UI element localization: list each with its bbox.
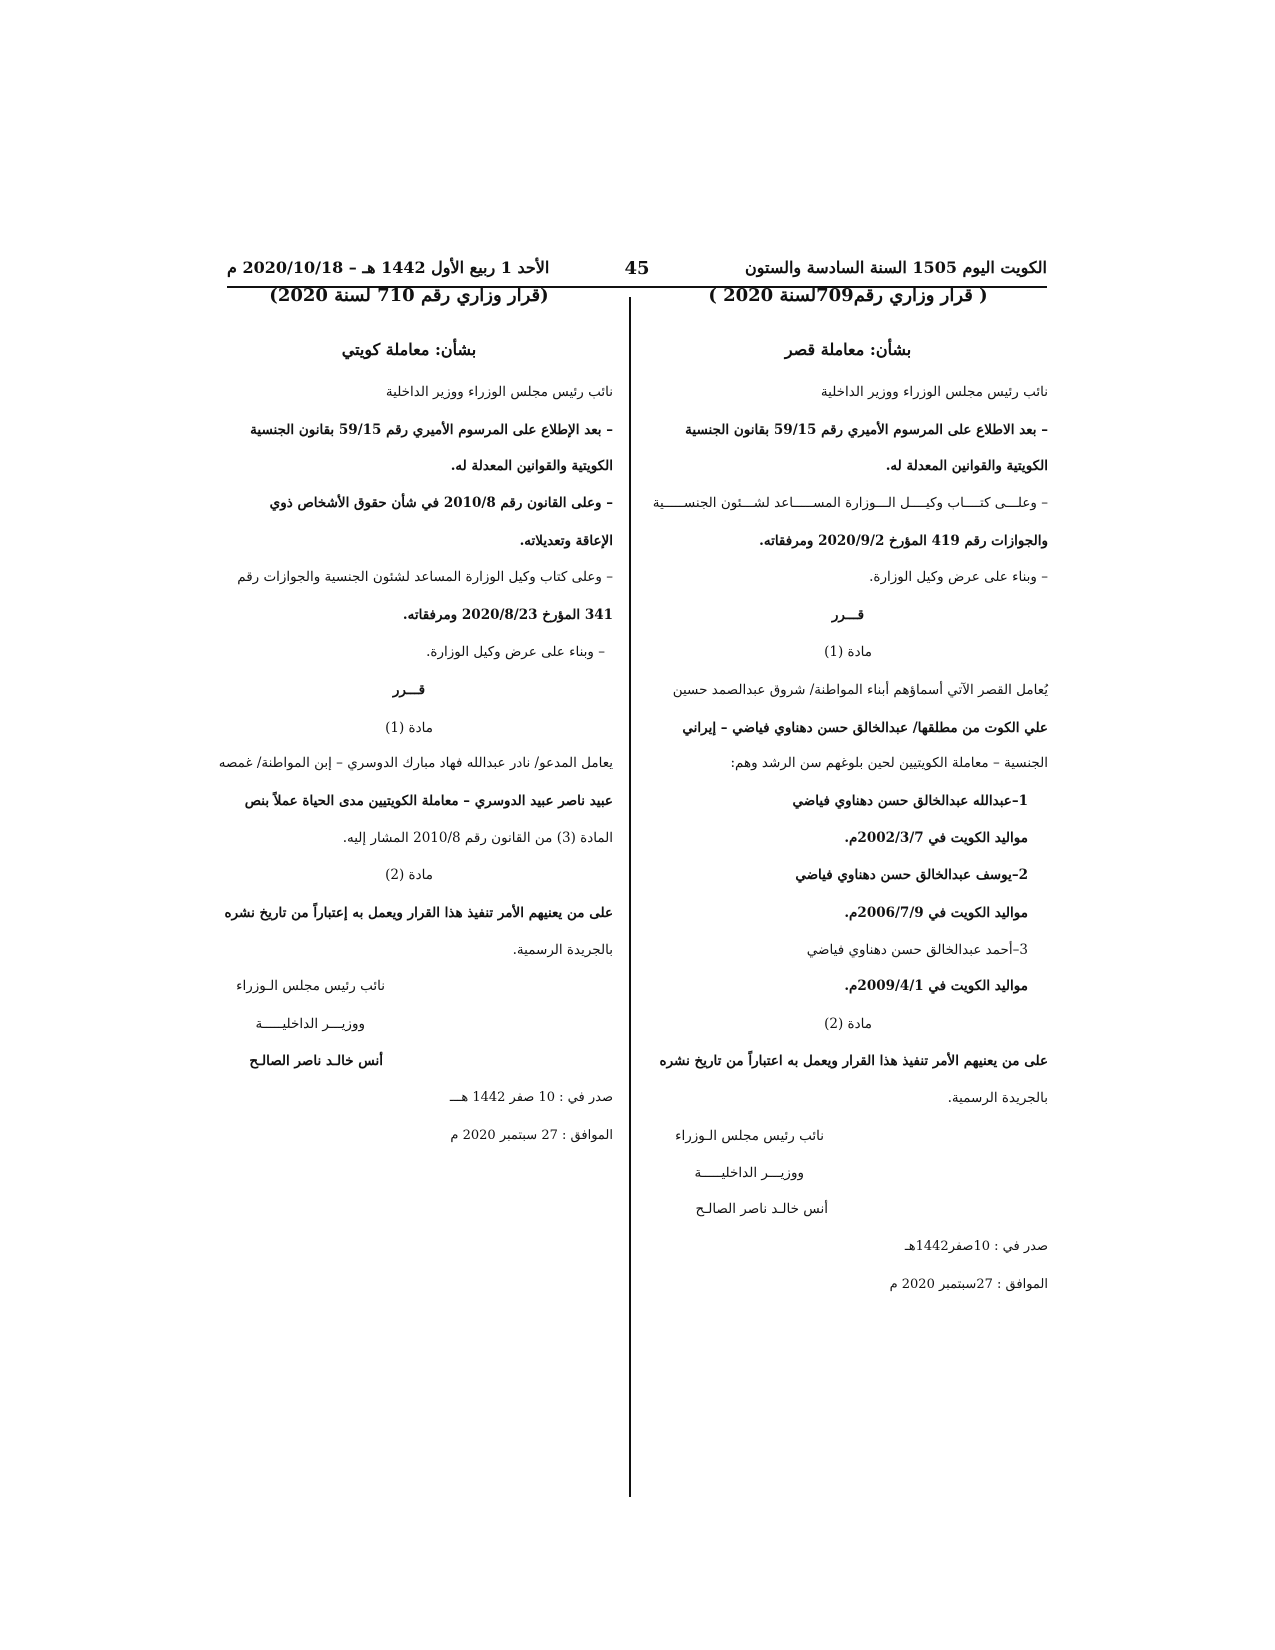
decree-line: بالجريدة الرسمية. (512, 942, 613, 958)
decree-issue-date: صدر في : 10 صفر 1442 هـــ (449, 1090, 613, 1105)
decree-signatory-title: ووزيـــر الداخليـــــة (255, 1016, 365, 1032)
decree-line: مادة (1) (824, 644, 872, 660)
decree-line: الإعاقة وتعديلاته. (519, 533, 613, 549)
decree-line: – بعد الاطلاع على المرسوم الأميري رقم 59/15 بقانون الجنسية (685, 422, 1048, 438)
decree-line: عبيد ناصر عبيد الدوسري – معاملة الكويتيين مدى الحياة عملاً بنص (244, 793, 613, 809)
page-header (227, 258, 1047, 288)
decree-line: – وعلى القانون رقم 2010/8 في شأن حقوق الأشخاص ذوي (269, 495, 613, 511)
decree-signatory-title: ووزيـــر الداخليـــــة (694, 1165, 804, 1181)
decree-line: – وعلى كتاب وكيل الوزارة المساعد لشئون الجنسية والجوازات رقم (237, 569, 613, 585)
decree-line: – وعلـــى كتــــاب وكيــــل الـــوزارة المســـــاعد لشـــئون الجنســـــية (652, 495, 1048, 511)
header-publication-info: الكويت اليوم 1505 السنة السادسة والستون (744, 258, 1047, 277)
decree-line: والجوازات رقم 419 المؤرخ 2020/9/2 ومرفقاته. (759, 533, 1048, 549)
decree-issue-date: صدر في : 10صفر1442هـ (904, 1239, 1048, 1254)
decree-line: الجنسية – معاملة الكويتيين لحين بلوغهم سن الرشد وهم: (730, 755, 1048, 771)
decree-line: 1–عبدالله عبدالخالق حسن دهناوي فياضي (792, 793, 1028, 809)
decree-line: مواليد الكويت في 2006/7/9م. (844, 905, 1028, 921)
page-number: 45 (624, 258, 650, 279)
decree-gregorian-date: الموافق : 27 سبتمبر 2020 م (450, 1128, 613, 1143)
decree-line: – بعد الإطلاع على المرسوم الأميري رقم 59/15 بقانون الجنسية (250, 422, 613, 438)
decree-gregorian-date: الموافق : 27سبتمبر 2020 م (889, 1277, 1048, 1292)
decree-line: قـــرر (392, 682, 426, 698)
decree-line: نائب رئيس مجلس الوزراء ووزير الداخلية (385, 384, 613, 400)
decree-line: على من يعنيهم الأمر تنفيذ هذا القرار ويعمل به اعتباراً من تاريخ نشره (659, 1053, 1048, 1069)
decree-signatory-name: أنس خالـد ناصر الصالـح (249, 1053, 383, 1069)
decree-line: المادة (3) من القانون رقم 2010/8 المشار إليه. (342, 830, 613, 846)
decree-line: نائب رئيس مجلس الوزراء ووزير الداخلية (820, 384, 1048, 400)
column-divider (629, 297, 631, 1497)
decree-signatory-title: نائب رئيس مجلس الـوزراء (675, 1128, 824, 1144)
decree-line: يعامل المدعو/ نادر عبدالله فهاد مبارك الدوسري – إبن المواطنة/ غمصه (218, 755, 613, 771)
decree-title: (قرار وزاري رقم 710 لسنة 2020) (269, 285, 549, 306)
decree-line: يُعامل القصر الآتي أسماؤهم أبناء المواطنة/ شروق عبدالصمد حسين (672, 682, 1048, 698)
decree-line: مادة (2) (824, 1016, 872, 1032)
decree-title: ( قرار وزاري رقم709لسنة 2020 ) (708, 285, 988, 306)
decree-line: 3–أحمد عبدالخالق حسن دهناوي فياضي (806, 942, 1028, 958)
decree-line: 2–يوسف عبدالخالق حسن دهناوي فياضي (795, 867, 1028, 883)
decree-line: مادة (1) (385, 720, 433, 736)
header-date: الأحد 1 ربيع الأول 1442 هـ – 2020/10/18 م (227, 258, 550, 277)
decree-line: – وبناء على عرض وكيل الوزارة. (869, 569, 1048, 585)
decree-line: الكويتية والقوانين المعدلة له. (885, 458, 1048, 474)
decree-subject: بشأن: معاملة كويتي (341, 340, 477, 359)
decree-signatory-name: أنس خالـد ناصر الصالـح (695, 1201, 828, 1217)
decree-line: قـــرر (831, 607, 865, 623)
decree-line: – وبناء على عرض وكيل الوزارة. (426, 644, 605, 660)
decree-line: على من يعنيهم الأمر تنفيذ هذا القرار ويعمل به إعتباراً من تاريخ نشره (224, 905, 613, 921)
decree-line: مادة (2) (385, 867, 433, 883)
decree-line: بالجريدة الرسمية. (947, 1090, 1048, 1106)
decree-line: 341 المؤرخ 2020/8/23 ومرفقاته. (402, 607, 613, 623)
decree-line: الكويتية والقوانين المعدلة له. (450, 458, 613, 474)
decree-line: علي الكوت من مطلقها/ عبدالخالق حسن دهناوي فياضي – إيراني (682, 720, 1048, 736)
decree-line: مواليد الكويت في 2002/3/7م. (844, 830, 1028, 846)
decree-signatory-title: نائب رئيس مجلس الـوزراء (236, 978, 385, 994)
decree-subject: بشأن: معاملة قصر (784, 340, 912, 359)
decree-line: مواليد الكويت في 2009/4/1م. (844, 978, 1028, 994)
